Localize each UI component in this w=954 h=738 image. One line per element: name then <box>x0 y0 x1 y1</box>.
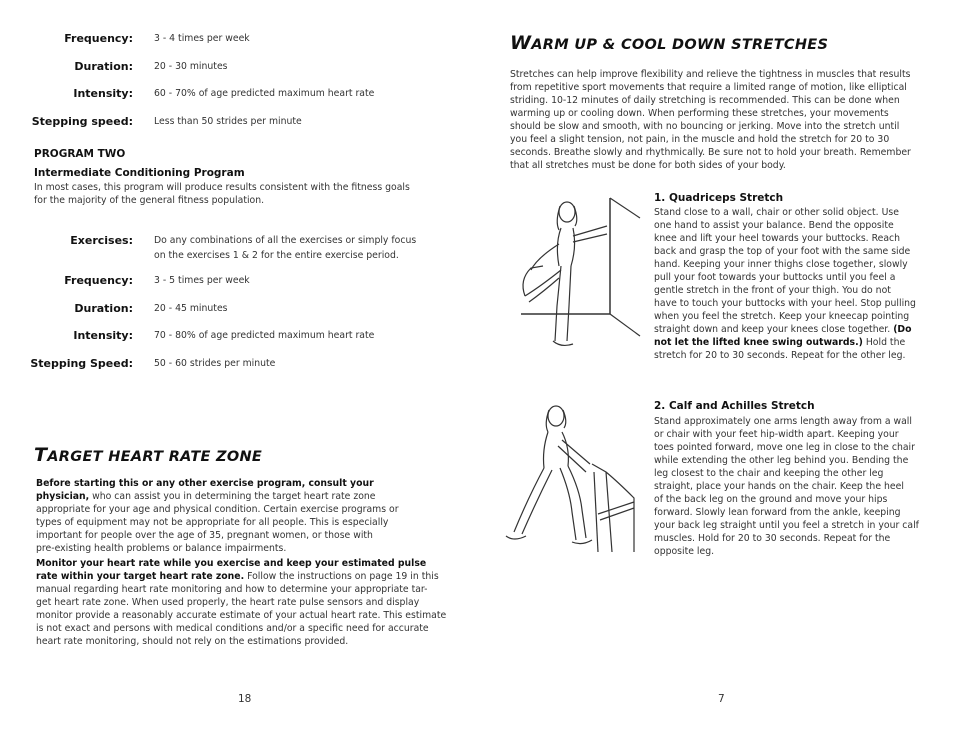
intro-line: should be slow and smooth, with no bouncing or jerking. Move into the stretch until <box>510 121 900 132</box>
stretch1-line: back and grasp the top of your foot with the same side <box>654 246 911 257</box>
intensity-label-2: Intensity: <box>73 329 133 342</box>
intro-line: warming up or cooling down. When performing these stretches, your movements <box>510 108 889 119</box>
quadriceps-stretch-title: 1. Quadriceps Stretch <box>654 192 784 204</box>
intro-line: you feel a slight tension, not pain, in the muscle and hold the stretch for 20 to 30 <box>510 134 890 145</box>
frequency-value: 3 - 4 times per week <box>154 33 250 44</box>
intensity-value: 60 - 70% of age predicted maximum heart rate <box>154 88 375 99</box>
target-paragraph-2 <box>36 557 456 648</box>
p1-line: appropriate for your age and physical condition. Certain exercise programs or <box>36 504 399 515</box>
p2-fragment: Follow the instructions on page 19 in this <box>244 571 439 582</box>
p2-line: heart rate monitoring, should not rely on the estimations provided. <box>36 636 349 647</box>
p1-bold-line: Before starting this or any other exercise program, consult your <box>36 478 374 489</box>
stretch1-line: hand. Keeping your inner thighs close together, slowly <box>654 259 908 270</box>
stretch2-line: forward. Slowly lean forward from the ankle, keeping <box>654 507 901 518</box>
stretch1-line: have to touch your buttocks with your heel. Stop pulling <box>654 298 916 309</box>
stretch1-line-11 <box>654 336 929 349</box>
intro-line: for the majority of the general fitness population. <box>34 195 265 206</box>
warm-up-title <box>510 32 828 54</box>
title-cap: W <box>510 32 532 54</box>
intro-line: seconds. Breathe slowly and rhythmically. Be sure not to hold your breath. Remember <box>510 147 911 158</box>
target-heart-rate-title <box>34 444 262 466</box>
p2-line: get heart rate zone. When used properly, the heart rate pulse sensors and display <box>36 597 420 608</box>
stretch1-line: gentle stretch in the front of your thigh. You do not <box>654 285 891 296</box>
p1-line: pre-existing health problems or balance impairments. <box>36 543 287 554</box>
p1-line: types of equipment may not be appropriate for all people. This is especially <box>36 517 389 528</box>
stepping-speed-label-2: Stepping Speed: <box>30 357 133 370</box>
frequency-label: Frequency: <box>64 32 133 45</box>
calf-stretch-text <box>654 415 929 558</box>
exercises-value <box>154 233 416 263</box>
p2-line: manual regarding heart rate monitoring and how to determine your appropriate tar- <box>36 584 428 595</box>
intro-line: from repetitive sport movements that require a limited range of motion, like elliptical <box>510 82 907 93</box>
title-rest: ARM UP & COOL DOWN STRETCHES <box>531 37 829 53</box>
page-number-left: 18 <box>238 693 252 705</box>
intro-line: Stretches can help improve flexibility and relieve the tightness in muscles that results <box>510 69 911 80</box>
duration-value: 20 - 30 minutes <box>154 61 228 72</box>
page-number-right: 7 <box>718 693 725 705</box>
stretch2-line: while extending the other leg behind you. Bending the <box>654 455 909 466</box>
stepping-speed-value: Less than 50 strides per minute <box>154 116 302 127</box>
stretch2-line: toes pointed forward, move one leg in close to the chair <box>654 442 915 453</box>
exercises-line: Do any combinations of all the exercises or simply focus <box>154 235 417 246</box>
stretch2-line: leg closest to the chair and keeping the other leg <box>654 468 884 479</box>
stretch1-line: one hand to assist your balance. Bend the opposite <box>654 220 894 231</box>
intro-line: that all stretches must be done for both sides of your body. <box>510 160 786 171</box>
title-rest: ARGET HEART RATE ZONE <box>47 449 263 465</box>
p1-bold-fragment: physician, <box>36 491 90 502</box>
stretch1-line: when you feel the stretch. Keep your kneecap pointing <box>654 311 910 322</box>
stretch2-line: opposite leg. <box>654 546 715 557</box>
p2-line: monitor provide a reasonably accurate estimate of your actual heart rate. This estimate <box>36 610 447 621</box>
calf-stretch-illustration <box>498 402 648 557</box>
duration-value-2: 20 - 45 minutes <box>154 303 228 314</box>
quadriceps-stretch-illustration <box>515 196 650 356</box>
stretch2-line: of the back leg on the ground and move your hips <box>654 494 888 505</box>
stepping-speed-value-2: 50 - 60 strides per minute <box>154 358 276 369</box>
stretch2-line: muscles. Hold for 20 to 30 seconds. Repeat for the <box>654 533 891 544</box>
exercises-line: on the exercises 1 & 2 for the entire exercise period. <box>154 250 399 261</box>
p1-line-2 <box>36 490 456 503</box>
stretch1-bold-fragment: (Do <box>893 324 912 335</box>
p2-bold-fragment: rate within your target heart rate zone. <box>36 571 245 582</box>
stepping-speed-label: Stepping speed: <box>31 115 133 128</box>
p1-fragment: who can assist you in determining the target heart rate zone <box>89 491 376 502</box>
stretch1-fragment: Hold the <box>862 337 906 348</box>
stretch2-line: or chair with your feet hip-width apart. Keeping your <box>654 429 899 440</box>
p2-line-2 <box>36 570 456 583</box>
title-cap: T <box>34 444 48 466</box>
p2-bold-line: Monitor your heart rate while you exercise and keep your estimated pulse <box>36 558 427 569</box>
intensity-value-2: 70 - 80% of age predicted maximum heart rate <box>154 330 375 341</box>
stretch2-line: Stand approximately one arms length away from a wall <box>654 416 912 427</box>
stretch1-line: pull your foot towards your buttocks until you feel a <box>654 272 896 283</box>
stretch2-line: your back leg straight until you feel a stretch in your calf <box>654 520 919 531</box>
stretch1-line: stretch for 20 to 30 seconds. Repeat for the other leg. <box>654 350 906 361</box>
stretch1-fragment: straight down and keep your knees close together. <box>654 324 894 335</box>
warm-up-intro <box>510 68 930 172</box>
stretch1-line: knee and lift your heel towards your buttocks. Reach <box>654 233 901 244</box>
intro-line: striding. 10-12 minutes of daily stretching is recommended. This can be done when <box>510 95 900 106</box>
stretch1-bold-fragment: not let the lifted knee swing outwards.) <box>654 337 863 348</box>
calf-stretch-title: 2. Calf and Achilles Stretch <box>654 400 815 412</box>
target-paragraph-1 <box>36 477 456 555</box>
intensity-label: Intensity: <box>73 87 133 100</box>
frequency-label-2: Frequency: <box>64 274 133 287</box>
p1-line: important for people over the age of 35, pregnant women, or those with <box>36 530 373 541</box>
intro-line: In most cases, this program will produce results consistent with the fitness goals <box>34 182 410 193</box>
exercises-label: Exercises: <box>70 234 133 247</box>
stretch2-line: straight, place your hands on the chair. Keep the heel <box>654 481 904 492</box>
duration-label: Duration: <box>74 60 133 73</box>
program-two-intro <box>34 181 410 207</box>
quadriceps-stretch-text <box>654 206 929 362</box>
stretch1-line-10 <box>654 323 929 336</box>
program-two-heading: PROGRAM TWO <box>34 148 126 160</box>
duration-label-2: Duration: <box>74 302 133 315</box>
p2-line: is not exact and persons with medical conditions and/or a specific need for accurate <box>36 623 429 634</box>
frequency-value-2: 3 - 5 times per week <box>154 275 250 286</box>
program-two-subheading: Intermediate Conditioning Program <box>34 167 245 179</box>
stretch1-line: Stand close to a wall, chair or other solid object. Use <box>654 207 899 218</box>
